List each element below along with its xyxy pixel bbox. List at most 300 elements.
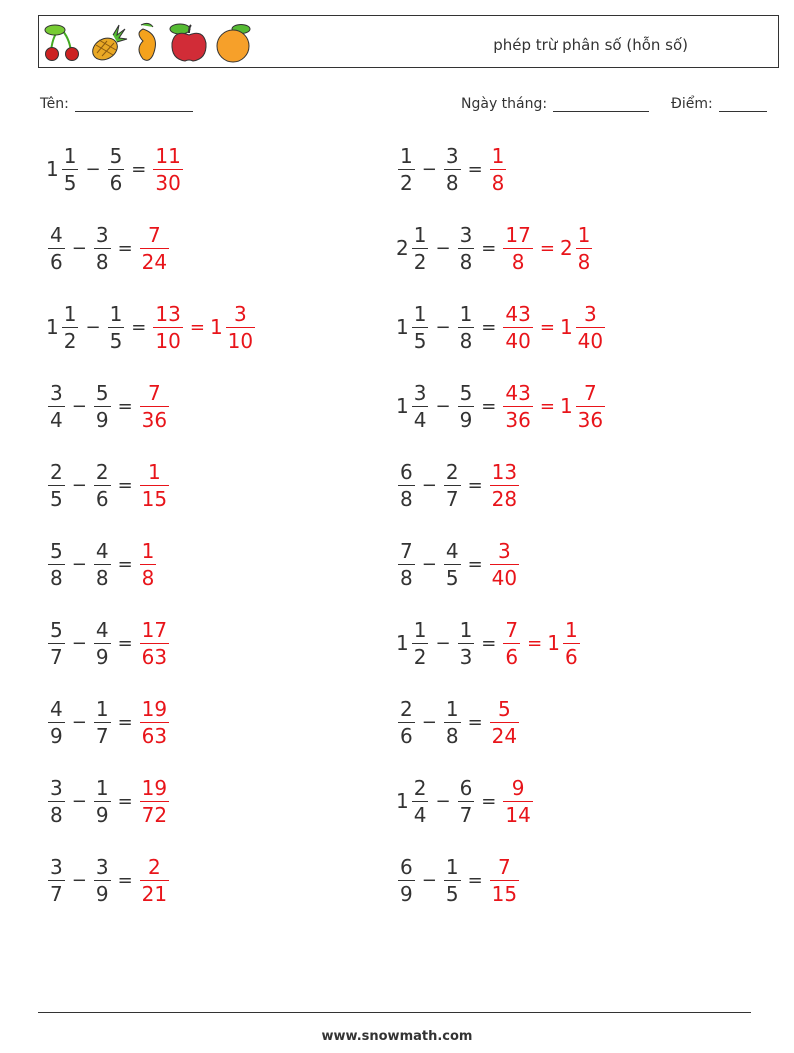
denominator: 6 [505,644,519,669]
operand-fraction [92,617,113,669]
problem-item [46,378,171,434]
whole-number: 1 [396,789,409,813]
fraction [398,538,415,590]
numerator: 17 [141,617,168,642]
answer [138,538,159,590]
fraction [458,617,475,669]
fraction [398,143,415,195]
denominator: 4 [50,407,63,432]
minus-sign: − [421,711,437,733]
fraction [398,459,415,511]
fraction [153,301,182,353]
denominator: 8 [577,249,591,274]
denominator: 40 [491,565,518,590]
minus-sign: − [421,553,437,575]
equals-sign: = [131,158,147,180]
problem-item [46,615,171,671]
equals-sign: = [481,790,497,812]
fraction [94,775,111,827]
fraction [48,222,65,274]
fraction [503,301,532,353]
whole-number: 1 [46,315,59,339]
operand-fraction [46,301,80,353]
operand-fraction [456,301,477,353]
answer [151,301,257,353]
numerator: 5 [490,699,519,723]
numerator: 17 [505,222,531,247]
numerator: 7 [400,538,413,563]
fraction [140,459,169,511]
denominator: 8 [50,565,63,590]
answer-fraction [488,143,509,195]
operand-fraction [106,301,127,353]
equals-sign: = [117,395,133,417]
denominator: 8 [400,486,413,511]
denominator: 9 [95,644,109,669]
problem-item [396,378,607,434]
numerator: 3 [413,380,427,405]
denominator: 10 [227,328,254,353]
footer-url: www.snowmath.com [321,1029,473,1044]
problem-item [46,141,185,197]
fraction [140,854,169,906]
minus-sign: − [71,553,87,575]
denominator: 6 [109,170,123,195]
denominator: 63 [141,644,168,669]
denominator: 8 [445,723,459,748]
fraction [94,538,111,590]
denominator: 5 [445,565,459,590]
denominator: 5 [445,881,459,906]
operand-fraction [46,459,67,511]
fraction [576,222,593,274]
denominator: 40 [577,328,604,353]
numerator: 1 [63,301,77,326]
numerator: 7 [576,383,605,407]
operand-fraction [442,696,463,748]
denominator: 36 [141,407,168,432]
fraction [490,854,519,906]
denominator: 7 [459,802,473,827]
numerator: 6 [459,775,473,800]
fraction [444,854,461,906]
denominator: 8 [459,328,473,353]
operand-fraction [456,775,477,827]
numerator: 19 [141,775,168,800]
fraction [458,775,475,827]
problem-item [46,536,158,592]
answer [501,775,534,827]
fraction [108,301,125,353]
numerator: 3 [95,854,109,879]
denominator: 14 [505,802,531,827]
numerator: 4 [50,696,63,721]
denominator: 8 [459,249,473,274]
numerator: 3 [576,304,605,328]
problem-item [396,299,607,355]
fraction [140,775,169,827]
answer [501,380,607,432]
answer-fraction [501,380,534,432]
answer-fraction [138,538,159,590]
answer-fraction [501,775,534,827]
equals-sign: = [467,158,483,180]
denominator: 2 [413,249,427,274]
denominator: 5 [50,486,63,511]
fraction [412,775,429,827]
minus-sign: − [85,316,101,338]
answer-fraction [501,617,522,669]
answer-fraction [138,617,171,669]
pineapple-icon [87,23,129,63]
problem-item [46,220,171,276]
problem-item [46,694,171,750]
equals-sign: = [117,711,133,733]
answer [488,854,521,906]
worksheet-title: phép trừ phân số (hỗn số) [493,36,688,54]
date-label: Ngày tháng: [461,96,548,112]
equals-sign: = [539,316,555,338]
header-box [38,15,779,68]
minus-sign: − [71,474,87,496]
fraction [62,143,79,195]
answer-fraction [559,380,607,432]
denominator: 6 [50,249,63,274]
numerator: 5 [50,617,63,642]
answer [151,143,184,195]
minus-sign: − [435,632,451,654]
denominator: 24 [491,723,518,748]
minus-sign: − [421,474,437,496]
score-line[interactable] [719,98,767,112]
answer-fraction [488,696,521,748]
equals-sign: = [539,237,555,259]
denominator: 8 [400,565,413,590]
numerator: 3 [95,222,109,247]
operand-fraction [396,222,430,274]
answer-fraction [151,301,184,353]
equals-sign: = [467,553,483,575]
numerator: 1 [413,301,427,326]
minus-sign: − [435,237,451,259]
minus-sign: − [421,158,437,180]
problem-item [46,457,171,513]
numerator: 1 [95,775,109,800]
fraction [108,143,125,195]
answer-fraction [488,538,521,590]
answer-fraction [138,222,171,274]
numerator: 5 [459,380,473,405]
fraction [153,143,182,195]
denominator: 9 [459,407,473,432]
fraction [503,617,520,669]
fraction [490,143,507,195]
name-field [40,96,193,112]
name-label: Tên: [40,96,69,112]
whole-number: 1 [559,315,573,339]
answer [138,775,171,827]
equals-sign: = [467,474,483,496]
denominator: 8 [95,249,109,274]
operand-fraction [396,538,417,590]
denominator: 5 [413,328,427,353]
operand-fraction [396,459,417,511]
date-line[interactable] [553,98,649,112]
problem-item [396,615,582,671]
denominator: 7 [50,881,63,906]
numerator: 2 [95,459,109,484]
fraction [398,854,415,906]
problem-item [396,773,535,829]
denominator: 8 [95,565,109,590]
denominator: 15 [491,881,518,906]
numerator: 3 [445,143,459,168]
fraction [398,696,415,748]
denominator: 5 [63,170,77,195]
operand-fraction [106,143,127,195]
denominator: 72 [141,802,168,827]
operand-fraction [46,854,67,906]
denominator: 4 [413,802,427,827]
denominator: 9 [95,881,109,906]
problem-item [396,536,521,592]
operand-fraction [46,775,67,827]
denominator: 9 [50,723,63,748]
numerator: 3 [459,222,473,247]
answer-fraction [138,380,171,432]
numerator: 43 [505,301,531,326]
problem-item [396,457,521,513]
numerator: 1 [413,222,427,247]
numerator: 3 [50,854,63,879]
equals-sign: = [467,711,483,733]
numerator: 13 [491,459,518,484]
operand-fraction [442,854,463,906]
numerator: 2 [445,459,459,484]
operand-fraction [396,854,417,906]
numerator: 7 [140,383,169,407]
denominator: 2 [63,328,77,353]
denominator: 5 [109,328,123,353]
fraction [444,538,461,590]
minus-sign: − [421,869,437,891]
numerator: 1 [109,301,123,326]
mango-icon [131,21,165,65]
problem-item [396,852,521,908]
numerator: 2 [50,459,63,484]
numerator: 1 [459,617,473,642]
operand-fraction [46,143,80,195]
numerator: 1 [413,617,427,642]
fraction [94,617,111,669]
operand-fraction [92,538,113,590]
fraction [412,380,429,432]
whole-number: 1 [396,631,409,655]
equals-sign: = [527,632,543,654]
numerator: 9 [503,778,532,802]
equals-sign: = [131,316,147,338]
numerator: 1 [564,617,578,642]
fraction [62,301,79,353]
problem-item [46,773,171,829]
numerator: 1 [577,222,591,247]
denominator: 40 [505,328,531,353]
numerator: 19 [141,696,168,721]
denominator: 9 [400,881,413,906]
numerator: 43 [505,380,531,405]
cherry-icon [43,23,85,63]
answer-fraction [501,301,534,353]
whole-number: 1 [396,394,409,418]
equals-sign: = [117,790,133,812]
fraction [444,696,461,748]
numerator: 1 [140,462,169,486]
fraction [94,696,111,748]
operand-fraction [46,617,67,669]
equals-sign: = [189,316,205,338]
whole-number: 2 [559,236,573,260]
answer [488,696,521,748]
equals-sign: = [117,553,133,575]
fraction [490,459,519,511]
fraction [140,538,157,590]
denominator: 2 [413,644,427,669]
equals-sign: = [481,237,497,259]
denominator: 36 [577,407,604,432]
answer [138,854,171,906]
denominator: 6 [95,486,109,511]
denominator: 7 [445,486,459,511]
answer-fraction [501,222,534,274]
problem-item [396,141,508,197]
date-field [461,96,649,112]
answer [501,301,607,353]
numerator: 1 [445,696,459,721]
equals-sign: = [539,395,555,417]
fraction [48,696,65,748]
numerator: 6 [400,854,413,879]
numerator: 11 [155,143,181,168]
fraction [503,775,532,827]
numerator: 4 [445,538,459,563]
equals-sign: = [117,237,133,259]
denominator: 9 [95,407,109,432]
denominator: 63 [141,723,168,748]
fraction [48,775,65,827]
answer [488,538,521,590]
denominator: 36 [505,407,531,432]
minus-sign: − [71,632,87,654]
fraction [48,617,65,669]
fraction [412,222,429,274]
minus-sign: − [435,316,451,338]
operand-fraction [92,222,113,274]
operand-fraction [396,380,430,432]
denominator: 6 [564,644,578,669]
answer-fraction [488,459,521,511]
operand-fraction [46,380,67,432]
operand-fraction [442,143,463,195]
denominator: 7 [95,723,109,748]
answer [488,143,509,195]
minus-sign: − [71,711,87,733]
numerator: 1 [491,143,505,168]
numerator: 6 [400,459,413,484]
denominator: 2 [400,170,413,195]
problem-item [46,852,171,908]
denominator: 30 [155,170,181,195]
numerator: 4 [95,538,109,563]
operand-fraction [92,775,113,827]
footer-divider [38,1012,751,1013]
answer [501,222,594,274]
operand-fraction [396,301,430,353]
operand-fraction [456,380,477,432]
numerator: 13 [155,301,181,326]
equals-sign: = [117,632,133,654]
score-field [671,96,767,112]
fraction [503,380,532,432]
operand-fraction [46,538,67,590]
whole-number: 1 [547,631,560,655]
numerator: 5 [109,143,123,168]
equals-sign: = [481,316,497,338]
whole-number: 1 [559,394,573,418]
denominator: 9 [95,802,109,827]
fraction [94,459,111,511]
answer-fraction [138,696,171,748]
denominator: 8 [141,565,155,590]
answer [138,222,171,274]
operand-fraction [46,696,67,748]
name-line[interactable] [75,98,193,112]
fraction [94,380,111,432]
answer-fraction [151,143,184,195]
orange-icon [213,21,255,65]
fraction [458,222,475,274]
numerator: 5 [95,380,109,405]
numerator: 3 [490,541,519,565]
fraction [563,617,580,669]
numerator: 1 [445,854,459,879]
fraction [576,301,605,353]
minus-sign: − [71,869,87,891]
fraction [458,380,475,432]
fraction [140,222,169,274]
minus-sign: − [71,395,87,417]
whole-number: 2 [396,236,409,260]
operand-fraction [396,775,430,827]
denominator: 8 [491,170,505,195]
problem-item [396,694,521,750]
answer-fraction [559,222,594,274]
fraction [94,222,111,274]
minus-sign: − [71,790,87,812]
fraction [503,222,532,274]
denominator: 21 [141,881,168,906]
whole-number: 1 [209,315,223,339]
numerator: 1 [95,696,109,721]
answer-fraction [209,301,257,353]
answer [138,459,171,511]
numerator: 1 [400,143,413,168]
problem-item [396,220,594,276]
equals-sign: = [117,869,133,891]
apple-icon [167,21,211,65]
whole-number: 1 [396,315,409,339]
denominator: 10 [155,328,181,353]
numerator: 4 [50,222,63,247]
